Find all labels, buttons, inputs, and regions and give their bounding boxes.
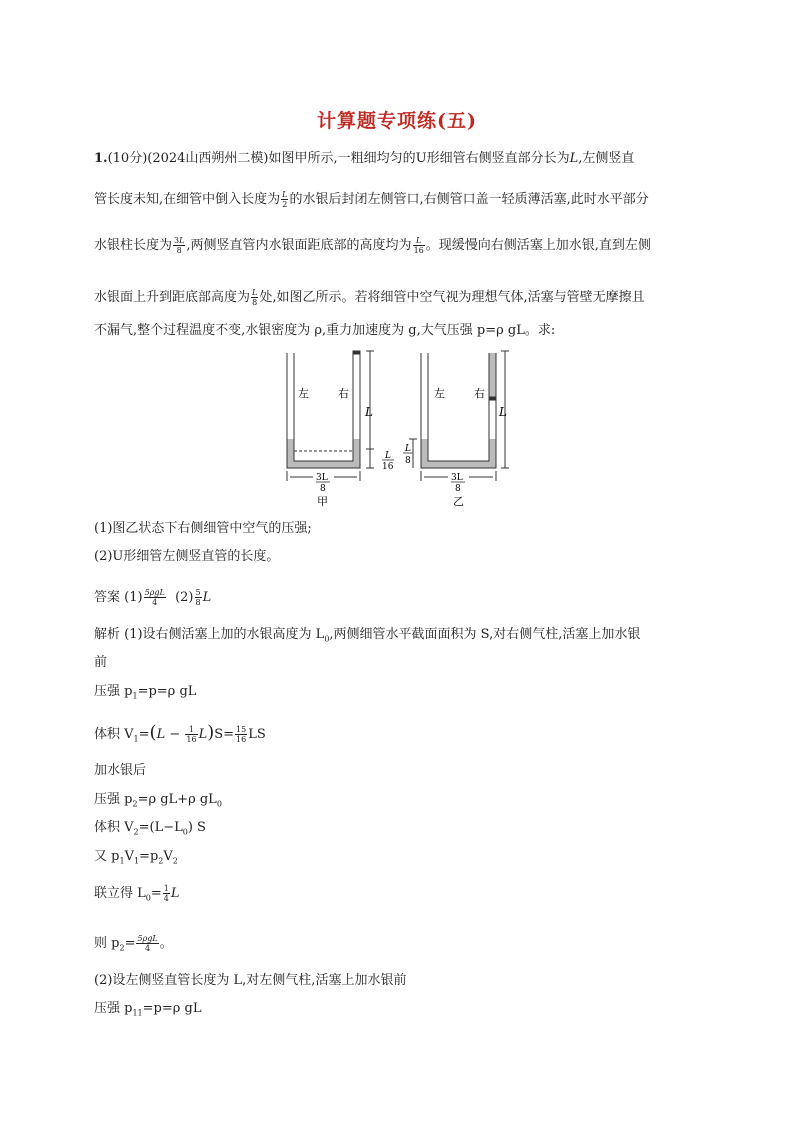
fig-a-L16-num: L — [385, 451, 391, 461]
fig-b-width-num: 3L — [451, 473, 463, 483]
fig-a-L-label: L — [365, 405, 373, 419]
answer-label: 答案 — [94, 590, 121, 605]
fig-b-left-label: 左 — [434, 387, 445, 400]
solution-line-2: 前 — [94, 655, 108, 670]
solution-then: 则 $p_2=$ $\frac{\text{5ρgL}}{4}$ 。 — [94, 934, 173, 953]
solution-part-2: (2)设左侧竖直管长度为 L,对左侧气柱,活塞上加水银前 — [94, 973, 407, 988]
fig-a-width-num: 3L — [316, 473, 328, 483]
fig-b-L8-den: 8 — [405, 456, 411, 466]
solution-pressure-11: 压强 $p_{11}=p=\rho$ gL — [94, 1001, 202, 1018]
solution-volume-2: 体积 $V_2=(L-L_0)$ S — [94, 820, 206, 837]
question-2: (2)U形细管左侧竖直管的长度。 — [94, 549, 280, 564]
fig-b-caption: 乙 — [453, 495, 464, 508]
fig-a-right-label: 右 — [338, 387, 349, 400]
u-tube-figure — [284, 343, 514, 513]
problem-line-1: 1.(10分)(2024山西朔州二模)如图甲所示,一粗细均匀的U形细管右侧竖直部分长为L,左侧竖直 — [94, 151, 635, 166]
fig-b-width-den: 8 — [455, 484, 461, 494]
figure-a — [287, 351, 374, 481]
solution-join: 联立得 $L_0=$ $\frac{1}{4}$ L — [94, 884, 180, 903]
answer-line: 答案 (1) $\frac{\text{5ρgL}}{4}$ (2) $\frac{5}{8}$ L — [94, 588, 212, 607]
solution-pressure-2: 压强 $p_2=\rho$ gL+ρ $gL_0$ — [94, 792, 222, 809]
problem-line-3: 水银柱长度为 $\frac{3L}{8}$ ,两侧竖直管内水银面距底部的高度均为 $\frac{L}{16}$ 。现缓慢向右侧活塞上加水银,直到左侧 — [94, 236, 651, 255]
fig-b-right-label: 右 — [474, 387, 485, 400]
solution-line-1: 解析 (1)设右侧活塞上加的水银高度为 $L_0$,两侧细管水平截面面积为 S,对右侧气柱,活塞上加水银 — [94, 627, 641, 644]
figure-b — [409, 351, 509, 481]
problem-line-2: 管长度未知,在细管中倒入长度为 $\frac{L}{2}$ 的水银后封闭左侧管口,右侧管口盖一轻质薄活塞,此时水平部分 — [94, 190, 649, 209]
fig-a-L16-den: 16 — [382, 462, 394, 472]
solution-after: 加水银后 — [94, 763, 147, 778]
solution-pressure-1: 压强 $p_1=p=\rho$ gL — [94, 684, 197, 701]
solution-volume-1: 体积 $V_1=(L$ − $\frac{1}{16}$ L)S= $\frac{15}{16}$ LS — [94, 722, 266, 744]
question-1: (1)图乙状态下右侧细管中空气的压强; — [94, 521, 312, 536]
solution-equation: 又 $p_1V_1=p_2V_2$ — [94, 849, 178, 866]
fig-b-L-label: L — [499, 405, 507, 419]
problem-line-5: 不漏气,整个过程温度不变,水银密度为 ρ,重力加速度为 g,大气压强 p=ρ gL。求: — [94, 323, 556, 338]
fig-b-L8-num: L — [405, 444, 411, 454]
page-title: 计算题专项练(五) — [317, 110, 477, 132]
problem-number: 1. — [94, 151, 108, 166]
fig-a-width-den: 8 — [320, 484, 326, 494]
problem-line-4: 水银面上升到距底部高度为 $\frac{L}{8}$ 处,如图乙所示。若将细管中空气视为理想气体,活塞与管壁无摩擦且 — [94, 288, 645, 307]
fig-a-caption: 甲 — [317, 495, 328, 508]
fig-a-left-label: 左 — [298, 387, 309, 400]
